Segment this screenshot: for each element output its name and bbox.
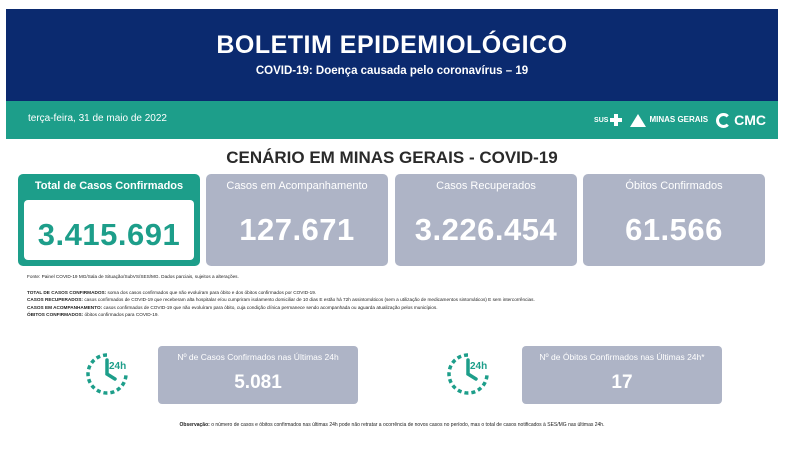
card-in-follow-up (206, 174, 388, 266)
card-label: Casos em Acompanhamento (226, 180, 368, 192)
logos (594, 109, 766, 131)
date-bar (6, 101, 778, 139)
observation (6, 422, 778, 428)
card-value: 17 (611, 372, 633, 393)
bulletin-title: BOLETIM EPIDEMIOLÓGICO (216, 31, 568, 59)
minas-gerais-logo (630, 114, 708, 127)
card-label: Óbitos Confirmados (625, 180, 723, 192)
bulletin (6, 9, 778, 445)
card-total-confirmed (18, 174, 200, 266)
triangle-icon (630, 114, 646, 127)
clock-24h-text: 24h (109, 361, 127, 372)
definition-item (27, 289, 767, 297)
bulletin-subtitle: COVID-19: Doença causada pelo coronavírus – 19 (255, 65, 529, 77)
card-label: Total de Casos Confirmados (34, 180, 184, 192)
card-value: 3.415.691 (37, 217, 181, 252)
card-value: 5.081 (234, 372, 282, 393)
card-recovered (395, 174, 577, 266)
observation-text: o número de casos e óbitos confirmados nas últimas 24h pode não retratar a ocorrência de novos casos no período, mas o total de casos notificados à SES/MG nas últimas 24h. (211, 422, 605, 428)
header-banner (6, 9, 778, 101)
definition-text: casos confirmados de COVID-19 que receberam alta hospitalar e/ou cumpriram isolamento domiciliar de 10 dias E estão há 72h assintomáticos (sem a utilização de medicamentos sintomáticos) E sem intercorrências. (84, 297, 535, 302)
ring-icon (716, 113, 731, 128)
definition-text: soma dos casos confirmados que não evoluíram para óbito e dos óbitos confirmados por COVID-19. (107, 289, 317, 295)
definition-text: casos confirmados de COVID-19 que não evoluíram para óbito, cuja condição clínica permanece sendo acompanhada ou aguarda atualização pelos municípios. (103, 304, 438, 310)
cmc-logo (716, 112, 766, 128)
definition-item (27, 304, 767, 312)
sus-logo-text: SUS (594, 116, 609, 124)
card-label: Nº de Óbitos Confirmados nas Últimas 24h* (539, 352, 705, 362)
source-note: Fonte: Painel COVID-19 MG/Sala de Situação/SubVS/SES/MG. Dados parciais, sujeitos a alterações. (27, 274, 239, 279)
bulletin-date: terça-feira, 31 de maio de 2022 (28, 113, 167, 124)
card-label: Casos Recuperados (436, 180, 536, 192)
definition-term: CASOS RECUPERADOS: (27, 297, 83, 302)
cross-icon (610, 114, 622, 126)
clock-24h-text: 24h (470, 361, 488, 372)
card-deaths (583, 174, 765, 266)
card-deaths-last-24h (522, 346, 722, 404)
notes (27, 273, 767, 319)
card-value: 61.566 (625, 212, 723, 247)
card-label: Nº de Casos Confirmados nas Últimas 24h (177, 352, 339, 362)
definition-term: TOTAL DE CASOS CONFIRMADOS: (27, 289, 107, 295)
definition-text: óbitos confirmados para COVID-19. (84, 312, 159, 317)
sus-logo (594, 114, 622, 126)
definition-item (27, 311, 767, 319)
card-value: 3.226.454 (414, 212, 558, 247)
clock-24h-icon (443, 349, 493, 399)
cmc-logo-text: CMC (734, 112, 766, 128)
definition-item (27, 296, 767, 304)
scenario-title: CENÁRIO EM MINAS GERAIS - COVID-19 (226, 148, 558, 167)
minas-gerais-logo-text: MINAS GERAIS (649, 115, 709, 124)
observation-term: Observação: (179, 422, 210, 428)
card-cases-last-24h (158, 346, 358, 404)
clock-24h-icon (82, 349, 132, 399)
definition-term: CASOS EM ACOMPANHAMENTO: (27, 304, 103, 310)
card-value: 127.671 (239, 212, 355, 247)
definition-term: ÓBITOS CONFIRMADOS: (27, 312, 84, 317)
